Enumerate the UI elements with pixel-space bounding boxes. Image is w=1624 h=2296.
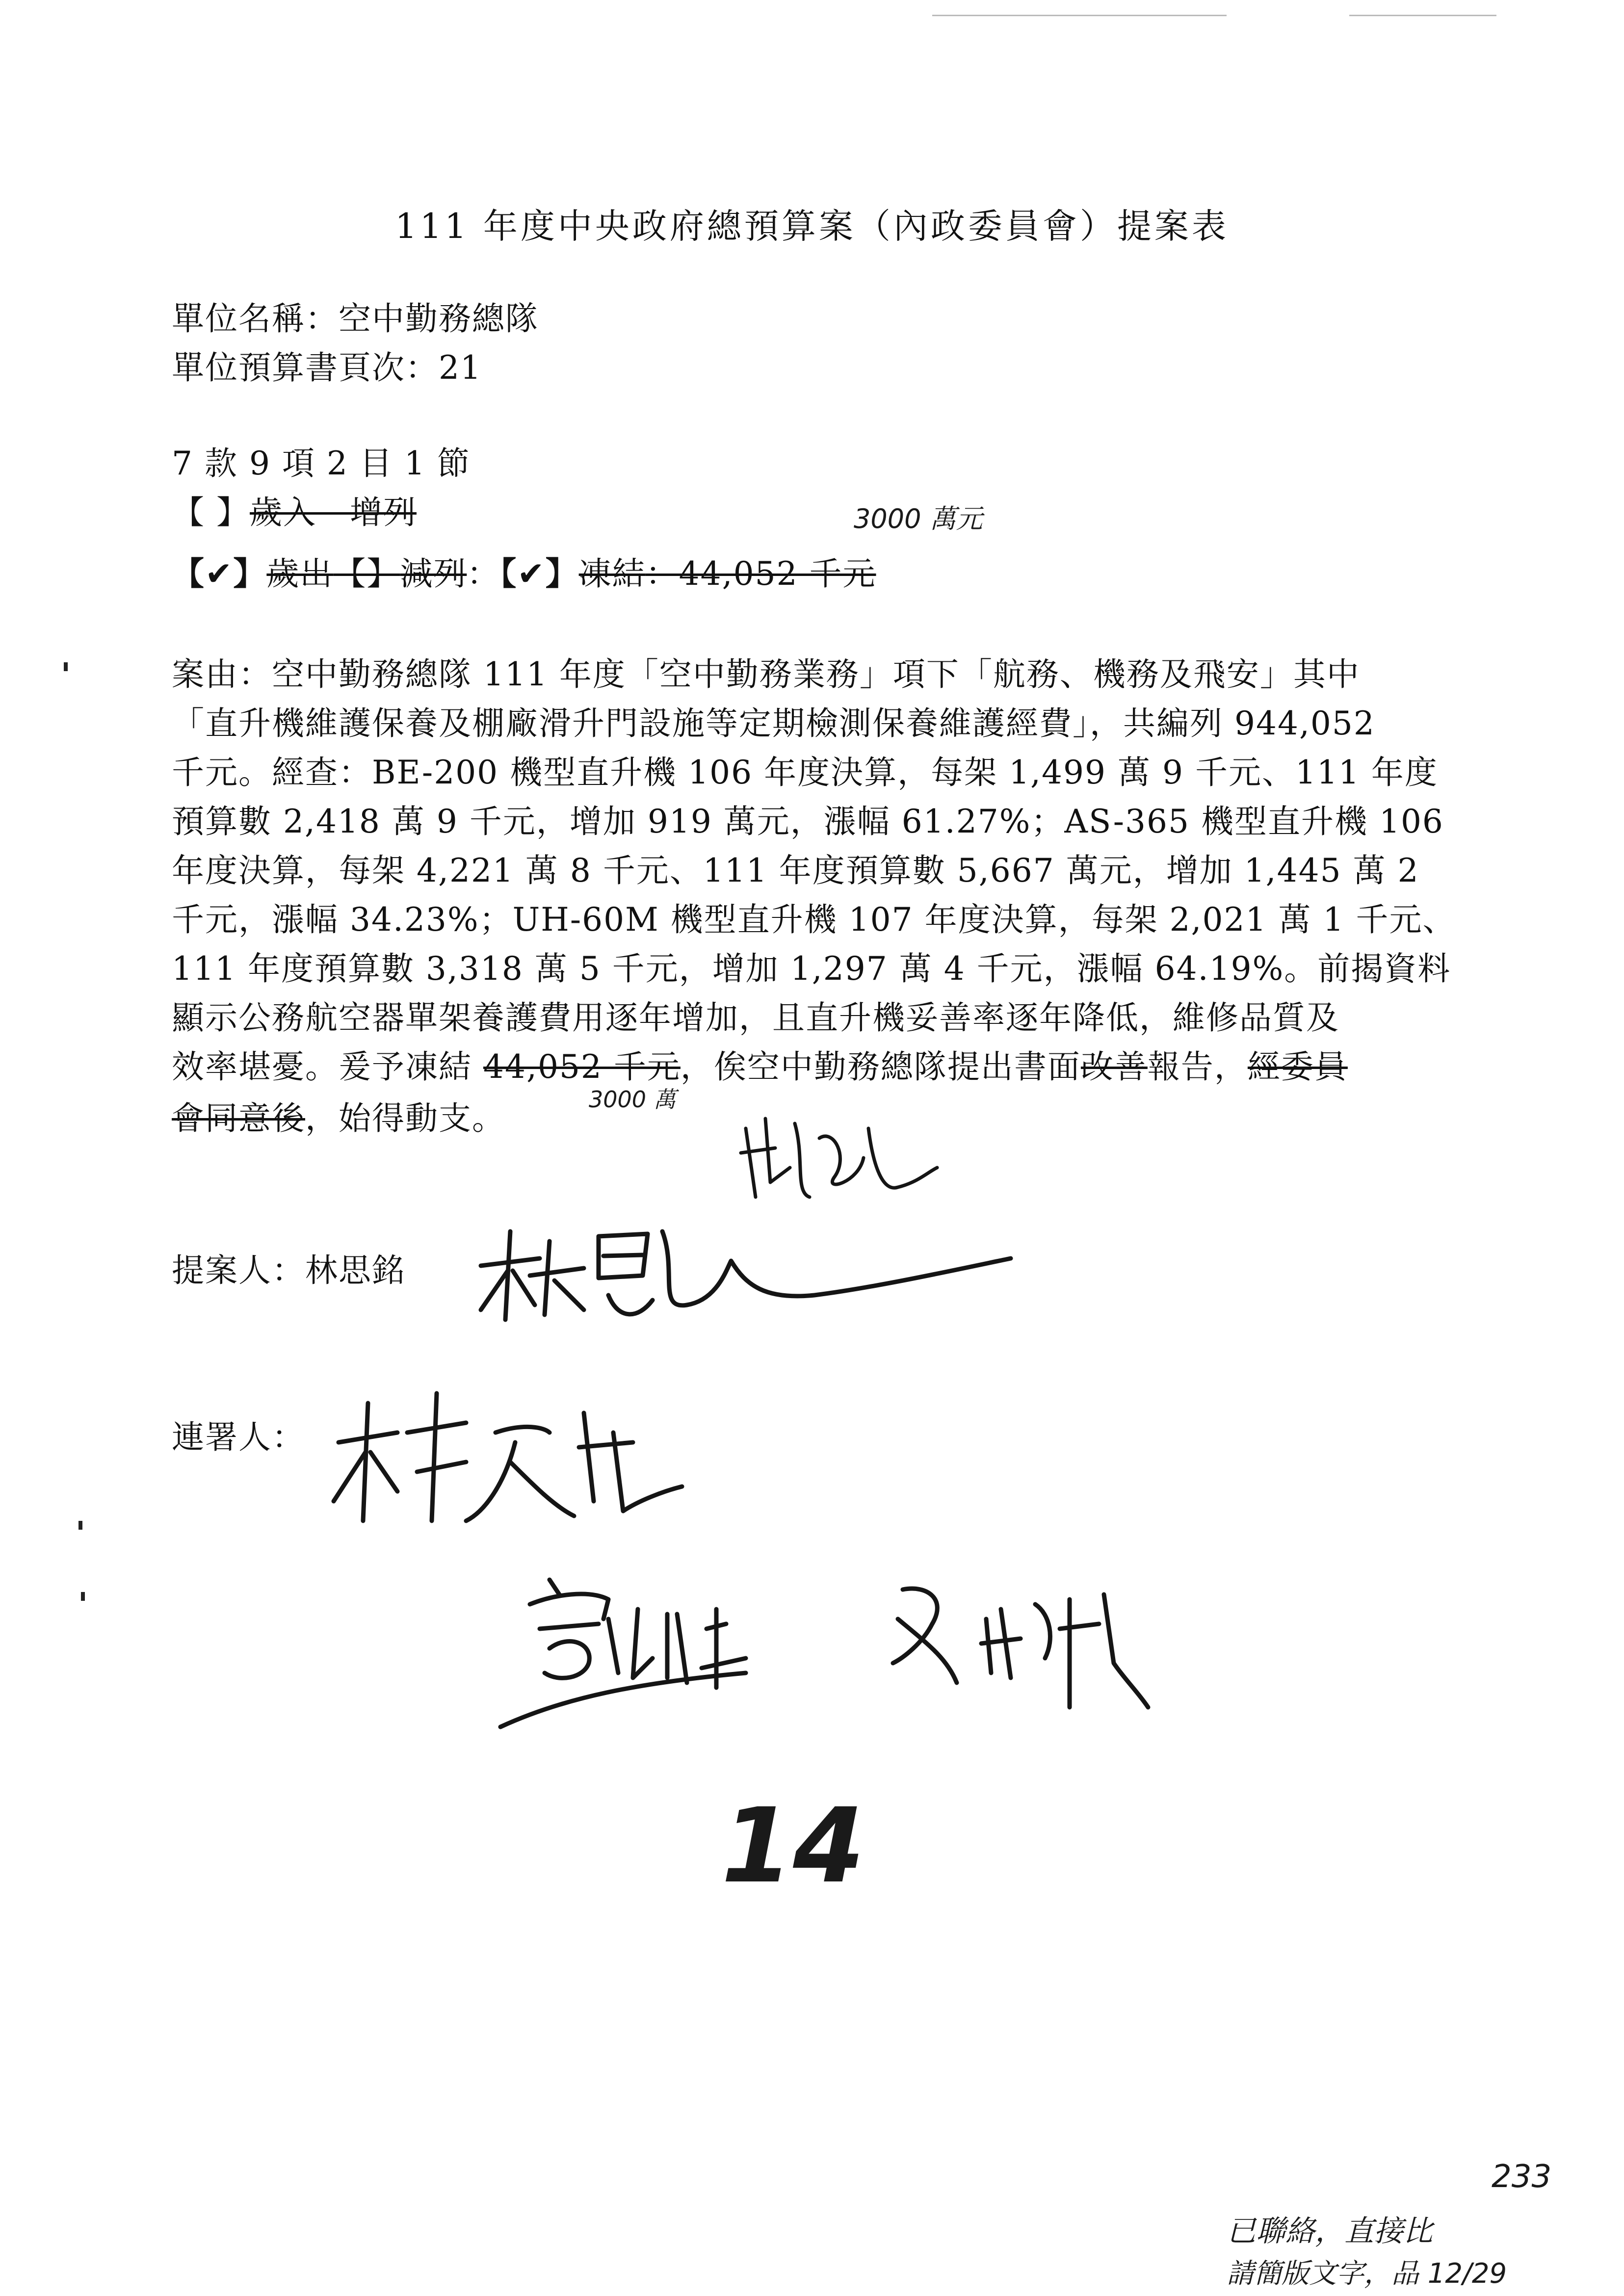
revenue-option-line	[172, 488, 417, 537]
struck-amount: 44,052 千元	[483, 1048, 681, 1086]
reason-text: 效率堪憂。爰予凍結	[172, 1048, 483, 1086]
struck-improve: 改善	[1080, 1048, 1148, 1086]
reason-line: 千元，漲幅 34.23%；UH-60M 機型直升機 107 年度決算，每架 2,021 萬 1 千元、	[172, 901, 1456, 939]
reason-line: 顯示公務航空器單架養護費用逐年增加，且直升機妥善率逐年降低，維修品質及	[172, 999, 1339, 1037]
struck-consent: 會同意後	[172, 1099, 305, 1137]
struck-committee: 經委員	[1247, 1048, 1348, 1086]
reason-line: 案由：空中勤務總隊 111 年度「空中勤務業務」項下「航務、機務及飛安」其中	[172, 655, 1360, 693]
reason-text: ，始得動支。	[305, 1099, 505, 1137]
expense-checkbox-checked: 【✔】	[172, 555, 267, 593]
option-colon: ：	[467, 555, 500, 593]
footer-handwritten-note: 已聯絡，直接比	[1227, 2214, 1433, 2248]
handwritten-amount-correction: 3000 萬	[589, 1086, 676, 1113]
cosigners-label: 連署人：	[172, 1418, 305, 1456]
expense-option-line	[172, 549, 876, 599]
freeze-amount-struck: ：44,052 千元	[645, 555, 876, 593]
reason-line: 111 年度預算數 3,318 萬 5 千元，增加 1,297 萬 4 千元，漲幅 64.19%。前揭資料	[172, 950, 1451, 988]
unit-name: 單位名稱：空中勤務總隊	[172, 300, 539, 338]
reason-line: 年度決算，每架 4,221 萬 8 千元、111 年度預算數 5,667 萬元，增加 1,445 萬 2	[172, 852, 1419, 889]
revenue-checkbox: 【 】	[172, 494, 250, 531]
reason-text: 報告，	[1147, 1048, 1248, 1086]
reason-line: 「直升機維護保養及棚廠滑升門設施等定期檢測保養維護經費」，共編列 944,052	[172, 704, 1375, 742]
reduce-label-struck: 減列	[400, 555, 467, 593]
reason-line: 千元。經查：BE-200 機型直升機 106 年度決算，每架 1,499 萬 9 千元、111 年度	[172, 754, 1438, 791]
document-title: 111 年度中央政府總預算案（內政委員會）提案表	[395, 206, 1229, 246]
budget-classification: 7 款 9 項 2 目 1 節	[172, 444, 471, 482]
footer-handwritten-note: 請簡版文字，品 12/29	[1227, 2258, 1507, 2290]
cosigner-signature-3	[873, 1560, 1178, 1727]
reason-line: 預算數 2,418 萬 9 千元，增加 919 萬元，漲幅 61.27%；AS-365 機型直升機 106	[172, 803, 1444, 840]
page-mark: 14	[721, 1786, 865, 1906]
footer-page-number: 233	[1492, 2159, 1552, 2195]
handwritten-freeze-amount: 3000 萬元	[854, 503, 983, 534]
scan-artifact	[932, 15, 1227, 16]
correction-initials-signature	[736, 1099, 942, 1217]
revenue-increase-struck: 歲入 增列	[249, 494, 417, 531]
scan-dot	[81, 1592, 85, 1601]
scan-dot	[79, 1521, 82, 1530]
budget-page-number: 單位預算書頁次：21	[172, 349, 482, 387]
scan-artifact	[1349, 15, 1496, 16]
freeze-checkbox-checked: 【✔】	[500, 555, 579, 593]
proposer-signature	[471, 1212, 1021, 1330]
scan-dot	[64, 662, 68, 671]
cosigner-signature-1	[319, 1374, 692, 1540]
freeze-label-struck: 凍結	[578, 555, 646, 593]
reason-text: ，俟空中勤務總隊提出書面	[680, 1048, 1081, 1086]
expense-label-struck: 歲出	[266, 555, 334, 593]
reason-line	[172, 1043, 1348, 1092]
reduce-checkbox-struck: 【】	[333, 555, 400, 593]
cosigner-signature-2	[491, 1560, 834, 1737]
proposer-label: 提案人：林思銘	[172, 1252, 405, 1289]
reason-line	[172, 1094, 505, 1143]
